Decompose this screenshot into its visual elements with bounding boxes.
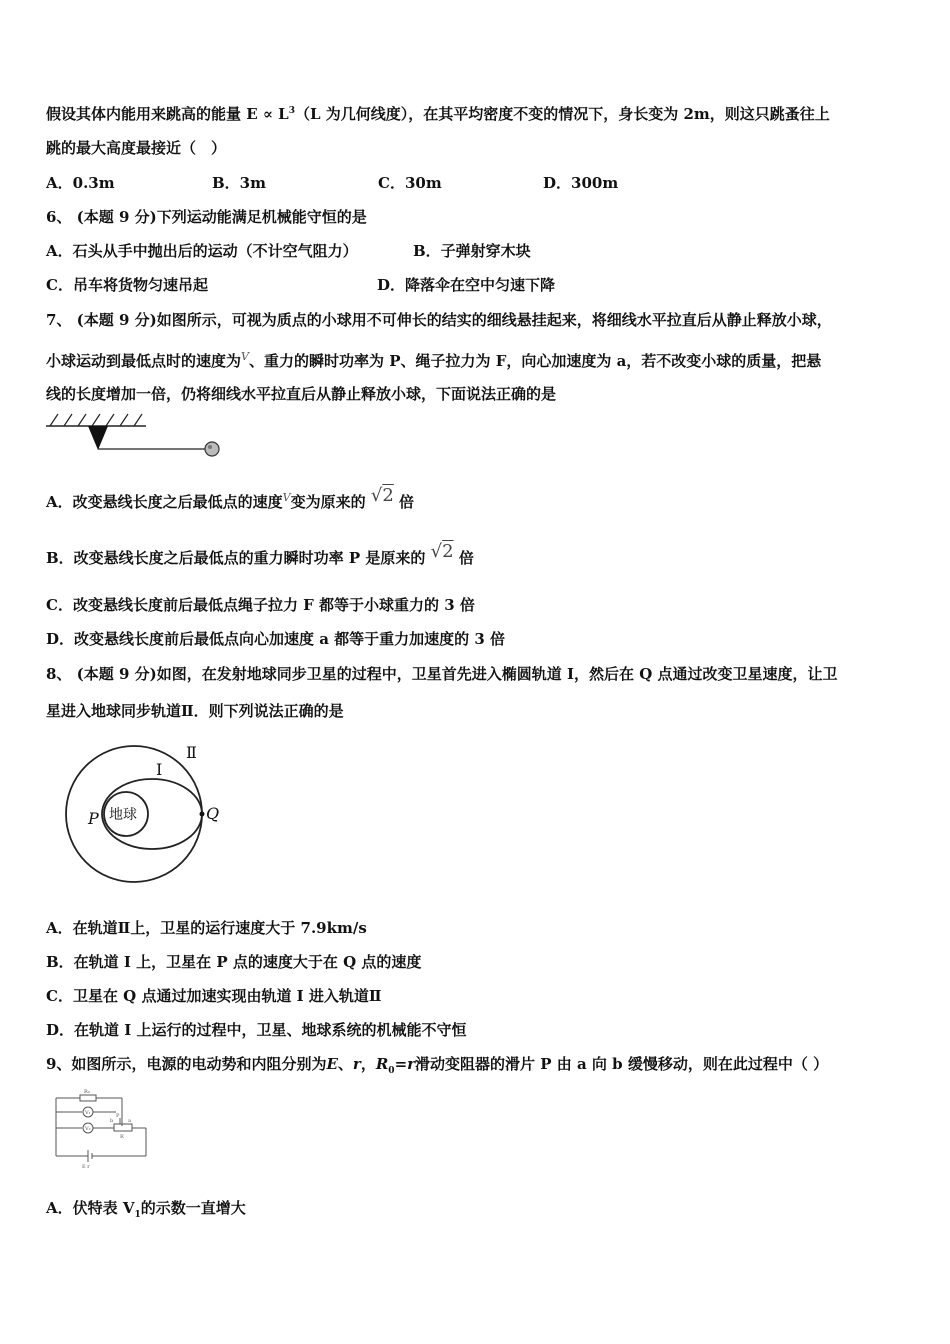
label-er: E r: [82, 1164, 90, 1170]
q5-option-b: B．3m: [212, 174, 266, 192]
q8-stem-line2: 星进入地球同步轨道Ⅱ．则下列说法正确的是: [46, 702, 344, 720]
label-r: R: [120, 1134, 124, 1140]
orbit-2-label: Ⅱ: [186, 743, 197, 762]
q5-stem-line2: 跳的最大高度最接近（ ）: [46, 139, 227, 157]
q8-option-d: D．在轨道 I 上运行的过程中，卫星、地球系统的机械能不守恒: [46, 1021, 467, 1039]
q6-option-d: D．降落伞在空中匀速下降: [377, 276, 556, 294]
earth-label: 地球: [109, 807, 137, 823]
rheostat-r: [114, 1124, 132, 1131]
q8-option-a: A．在轨道Ⅱ上，卫星的运行速度大于 7.9km/s: [46, 919, 367, 937]
q7-stem-line3: 线的长度增加一倍，仍将细线水平拉直后从静止释放小球，下面说法正确的是: [46, 385, 557, 403]
label-v1: V₁: [85, 1110, 91, 1116]
velocity-symbol: V: [241, 350, 249, 363]
point-p-label: P: [88, 809, 99, 828]
q7-stem-line2: 小球运动到最低点时的速度为$^V$、重力的瞬时功率为 P、绳子拉力为 F，向心加速度为 a，若不改变小球的质量，把悬: [46, 350, 822, 370]
q5-option-d: D．300m: [543, 174, 619, 192]
resistor-r0: [80, 1095, 96, 1101]
label-a: a: [128, 1118, 131, 1124]
q5-option-a: A．0.3m: [46, 174, 115, 192]
q5-option-c: C．30m: [378, 174, 442, 192]
q8-option-c: C．卫星在 Q 点通过加速实现由轨道 I 进入轨道Ⅱ: [46, 987, 382, 1005]
orbit-1-label: I: [156, 760, 163, 779]
q7-option-b: B．改变悬线长度之后最低点的重力瞬时功率 P 是原来的 √2 倍: [46, 541, 474, 567]
q6-option-b: B．子弹射穿木块: [413, 242, 531, 260]
pendulum-figure: [44, 412, 224, 458]
circuit-figure: [50, 1086, 150, 1170]
point-q-label: Q: [206, 804, 220, 823]
q9-stem: 9、如图所示，电源的电动势和内阻分别为E、r，$R_0=r$滑动变阻器的滑片 P 由 a 向 b 缓慢移动，则在此过程中（ ）: [46, 1055, 829, 1076]
label-r0: R₀: [84, 1089, 90, 1095]
velocity-symbol: V: [282, 491, 291, 504]
q6-stem: 6、 (本题 9 分)下列运动能满足机械能守恒的是: [46, 208, 367, 226]
sqrt-symbol: √2: [370, 485, 394, 506]
q7-option-c: C．改变悬线长度前后最低点绳子拉力 F 都等于小球重力的 3 倍: [46, 596, 475, 614]
label-p: P: [116, 1113, 120, 1119]
q6-option-c: C．吊车将货物匀速吊起: [46, 276, 208, 294]
q7-option-d: D．改变悬线长度前后最低点向心加速度 a 都等于重力加速度的 3 倍: [46, 630, 506, 648]
label-b: b: [110, 1118, 114, 1124]
point-q-dot: [200, 812, 205, 817]
sqrt-symbol: √2: [430, 541, 454, 562]
q8-stem-line1: 8、 (本题 9 分)如图，在发射地球同步卫星的过程中，卫星首先进入椭圆轨道 I，然后在 Q 点通过改变卫星速度，让卫: [46, 665, 838, 683]
ceiling-hatch: [50, 414, 142, 426]
q5-stem-line1: 假设其体内能用来跳高的能量 $E \propto L^3(L$ 为几何线度），在其平均密度不变的情况下，身长变为 2m，则这只跳蚤往上: [46, 105, 830, 123]
q9-option-a: A．伏特表 $V_1$的示数一直增大: [46, 1199, 246, 1220]
orbit-figure: [46, 738, 238, 886]
ball: [205, 442, 219, 456]
q6-option-a: A．石头从手中抛出后的运动（不计空气阻力）: [46, 242, 358, 260]
q7-option-a: A．改变悬线长度之后最低点的速度$^V$变为原来的 √2 倍: [46, 485, 415, 511]
q7-stem-line1: 7、 (本题 9 分)如图所示，可视为质点的小球用不可伸长的结实的细线悬挂起来，将细线水平拉直后从静止释放小球，: [46, 311, 832, 329]
q8-option-b: B．在轨道 I 上，卫星在 P 点的速度大于在 Q 点的速度: [46, 953, 422, 971]
pivot-triangle: [88, 426, 108, 450]
label-v2: V₂: [85, 1126, 91, 1132]
exponent: 3: [288, 106, 295, 116]
